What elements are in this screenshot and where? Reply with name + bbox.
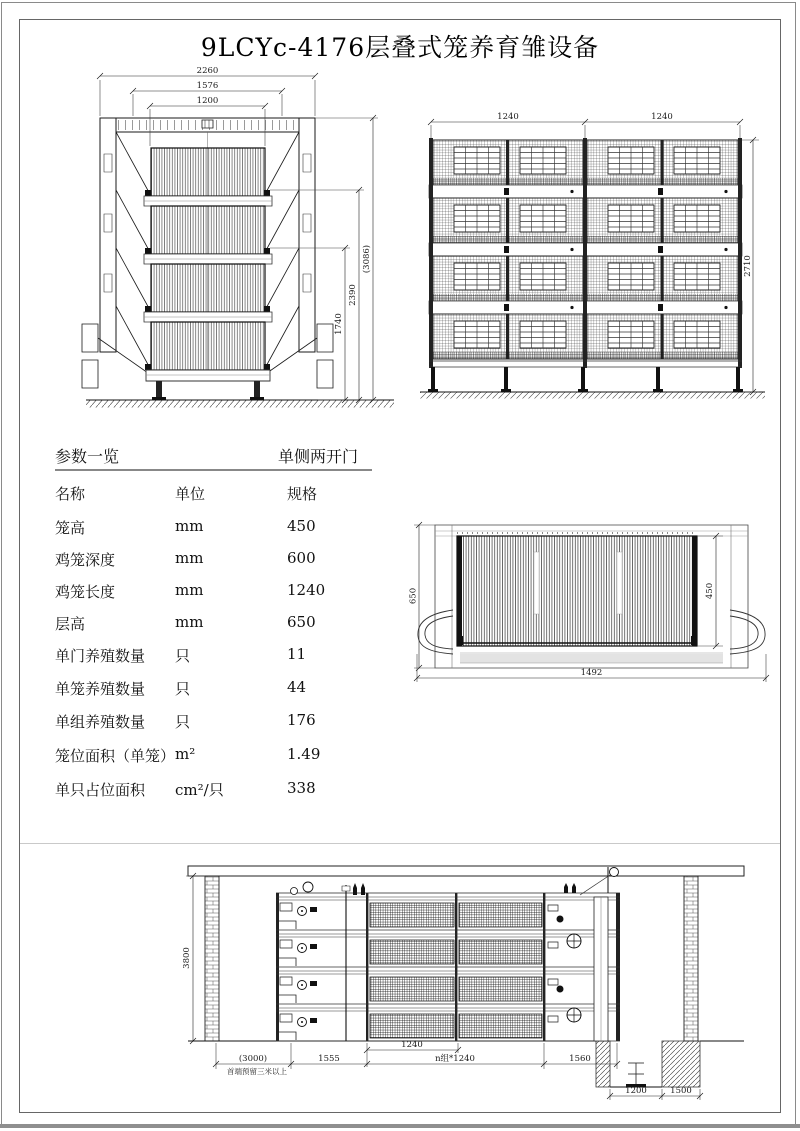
dim-label-1560: 1560 (569, 1054, 591, 1064)
param-name: 鸡笼深度 (55, 551, 116, 569)
dim-label-1555: 1555 (318, 1054, 340, 1064)
param-name: 层高 (55, 615, 86, 633)
params-subtitle: 单侧两开门 (278, 447, 359, 466)
param-row (55, 517, 395, 539)
page-title: 9LCYc-4176层叠式笼养育雏设备 (200, 33, 600, 62)
ceiling-slab (188, 866, 744, 876)
param-row (55, 779, 395, 801)
cage-machine (276, 867, 620, 1041)
params-col-name: 名称 (55, 485, 86, 503)
dim-label-1492: 1492 (580, 668, 603, 678)
param-name: 鸡笼长度 (55, 583, 116, 601)
param-row (55, 711, 395, 733)
param-value: 450 (287, 517, 316, 535)
param-row (55, 678, 395, 700)
ground-line (420, 392, 765, 399)
outer-border-bottom (0, 1124, 800, 1128)
param-row (55, 745, 395, 767)
pit-stand (626, 1063, 646, 1087)
tier (276, 971, 620, 1004)
outer-border-right (795, 2, 796, 1124)
dim-label-3086: (3086) (362, 244, 372, 274)
param-name: 单组养殖数量 (55, 713, 146, 731)
front-elevation-drawing (420, 105, 765, 405)
ground-line (86, 400, 394, 408)
top-beam (100, 118, 315, 132)
param-name: 笼位面积（单笼） (55, 747, 176, 765)
param-unit: mm (175, 517, 204, 535)
param-unit: 只 (175, 647, 191, 665)
param-unit: cm²/只 (175, 781, 224, 799)
dim-label-3000: (3000) (238, 1054, 268, 1064)
installation-drawing (150, 845, 780, 1107)
param-unit: mm (175, 613, 204, 631)
cage-mesh (457, 533, 697, 646)
dim-label-bay-right: 1240 (651, 112, 673, 122)
param-row (55, 549, 395, 571)
dim-width-overall (97, 73, 318, 116)
param-unit: 只 (175, 680, 191, 698)
dim-label-650: 650 (408, 587, 419, 605)
dim-label-3800: 3800 (182, 947, 192, 969)
params-title: 参数一览 (55, 447, 120, 466)
param-value: 1.49 (287, 745, 321, 763)
param-unit: mm (175, 549, 204, 567)
dim-label-n-bays: n组*1240 (435, 1054, 475, 1064)
param-row (55, 613, 395, 635)
end-elevation-drawing (80, 62, 400, 427)
param-value: 650 (287, 613, 316, 631)
cage-tiers (144, 148, 272, 400)
param-name: 单笼养殖数量 (55, 680, 146, 698)
dim-label-pit-1200: 1200 (625, 1086, 647, 1096)
param-unit: m² (175, 745, 196, 763)
param-row (55, 645, 395, 667)
dim-label-1200: 1200 (196, 96, 219, 106)
dim-label-pit-1500: 1500 (670, 1086, 692, 1096)
param-row (55, 581, 395, 603)
cage-section-drawing (405, 512, 770, 692)
param-name: 笼高 (55, 519, 86, 537)
param-unit: 只 (175, 713, 191, 731)
section-separator (20, 843, 780, 844)
param-unit: mm (175, 581, 204, 599)
params-col-spec: 规格 (287, 485, 318, 503)
param-value: 11 (287, 645, 307, 663)
right-brick-wall (684, 876, 698, 1041)
dim-bays (428, 119, 743, 138)
dim-label-2710: 2710 (743, 255, 753, 277)
dim-label-1576: 1576 (196, 81, 219, 91)
dim-label-2390: 2390 (348, 284, 358, 306)
param-value: 338 (287, 779, 316, 797)
outer-border-top (1, 2, 795, 3)
dim-label-2260: 2260 (196, 66, 219, 76)
params-underline (55, 469, 372, 471)
param-value: 44 (287, 678, 307, 696)
outer-border-left (1, 2, 2, 1124)
dim-label-1740: 1740 (334, 313, 344, 335)
param-name: 单门养殖数量 (55, 647, 146, 665)
dim-label-bay-1240: 1240 (401, 1040, 423, 1050)
dim-label-bay-left: 1240 (497, 112, 519, 122)
params-col-unit: 单位 (175, 485, 206, 503)
param-name: 单只占位面积 (55, 781, 146, 799)
param-value: 1240 (287, 581, 326, 599)
param-value: 600 (287, 549, 316, 567)
param-value: 176 (287, 711, 316, 729)
tier (276, 897, 620, 930)
head-clearance-note: 首端预留三米以上 (227, 1067, 287, 1076)
left-brick-wall (205, 876, 219, 1041)
dim-label-450: 450 (705, 582, 715, 600)
